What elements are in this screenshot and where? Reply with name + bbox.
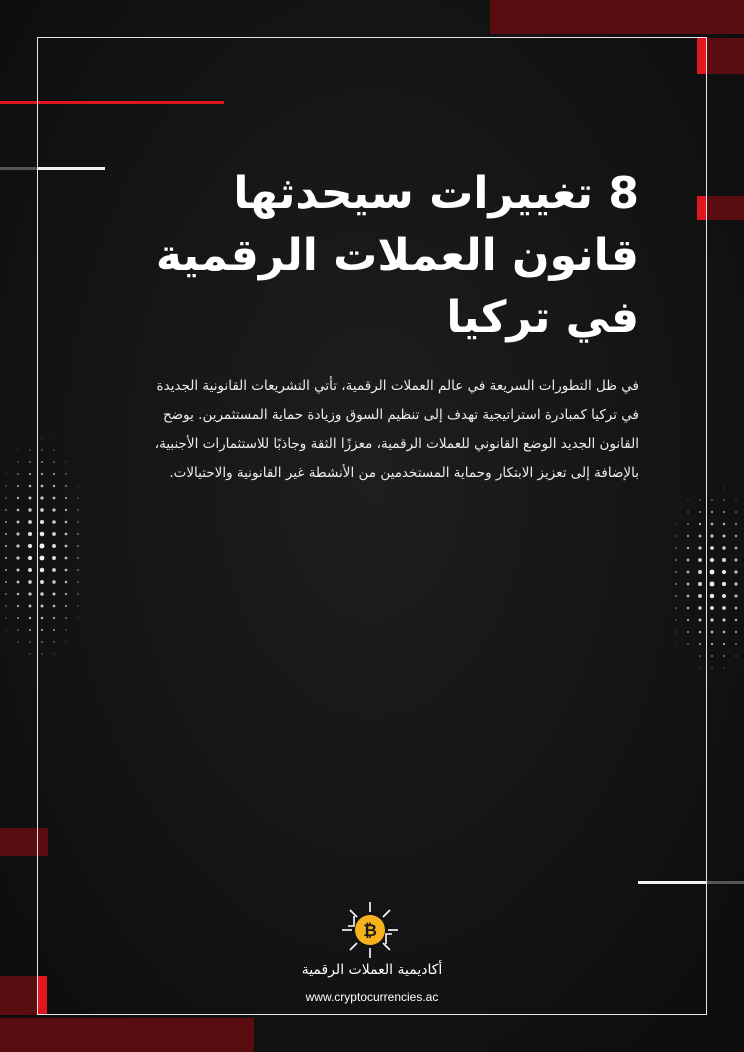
halftone-dot [5, 533, 7, 535]
halftone-dot [17, 485, 19, 487]
halftone-dot [17, 629, 19, 631]
halftone-dot [735, 655, 736, 656]
halftone-dot [735, 511, 737, 513]
halftone-dot [735, 643, 737, 645]
halftone-dot [735, 535, 737, 537]
halftone-dot [711, 499, 713, 501]
svg-text:₿: ₿ [363, 921, 377, 941]
halftone-dot [18, 450, 19, 451]
halftone-dot [17, 521, 20, 524]
halftone-dot [735, 619, 738, 622]
halftone-dot [5, 545, 7, 547]
halftone-dot [30, 666, 31, 667]
halftone-dot [710, 594, 714, 598]
intro-paragraph: في ظل التطورات السريعة في عالم العملات الرقمية، تأتي التشريعات القانونية الجديدة في تركيا كمبادرة استراتيجية تهدف إلى تنظيم السوق وزيادة حماية المستثمرين. يوضح القانون الجديد الوضع القانوني للعملات الرقمية، معززًا الثقة وجاذبًا للاستثمارات الأجنبية، بالإضافة إلى تعزيز الابتكار وحماية المستخدمين من الأنشطة غير القانونية والاحتيالات. [154, 378, 639, 481]
halftone-dot [6, 630, 7, 631]
halftone-dot [723, 655, 725, 657]
halftone-dot [724, 488, 725, 489]
halftone-dot [16, 556, 19, 559]
halftone-dot [722, 546, 726, 550]
halftone-dot [17, 461, 18, 462]
halftone-dot [711, 643, 713, 645]
brand-logo [340, 900, 400, 960]
halftone-dot [734, 558, 737, 561]
halftone-dot [734, 570, 737, 573]
halftone-dot [711, 523, 714, 526]
title-line-2: قانون العملات الرقمية [155, 230, 639, 281]
halftone-dot [28, 568, 32, 572]
halftone-dot [722, 618, 725, 621]
halftone-dot [28, 580, 32, 584]
halftone-dot [29, 473, 31, 475]
halftone-dot [28, 532, 32, 536]
halftone-dot [29, 461, 31, 463]
halftone-dot [30, 438, 31, 439]
halftone-dot [735, 631, 737, 633]
halftone-dot [17, 593, 20, 596]
halftone-dot [16, 544, 19, 547]
halftone-dot [722, 558, 726, 562]
bottom-left-dark-red-block [0, 1018, 254, 1052]
halftone-dot [6, 474, 7, 475]
brand-name: أكاديمية العملات الرقمية [301, 962, 443, 978]
halftone-dot [710, 534, 713, 537]
halftone-dot [16, 532, 19, 535]
halftone-dot [735, 523, 737, 525]
halftone-dot [28, 556, 32, 560]
bitcoin-icon [340, 900, 400, 960]
halftone-dot [28, 496, 31, 499]
halftone-dot [5, 569, 7, 571]
title-line-1: 8 تغييرات سيحدثها [233, 168, 639, 219]
halftone-dot [734, 594, 737, 597]
halftone-dot [17, 509, 20, 512]
halftone-dot [5, 617, 6, 618]
halftone-dot [734, 582, 737, 585]
halftone-dot [18, 654, 19, 655]
halftone-dot [722, 582, 726, 586]
halftone-dot [17, 497, 19, 499]
halftone-dot [723, 523, 726, 526]
halftone-dot [29, 641, 31, 643]
halftone-dot [710, 582, 715, 587]
halftone-dot [17, 473, 19, 475]
halftone-dot [5, 605, 6, 606]
halftone-dot [723, 643, 725, 645]
title-line-3: في تركيا [446, 292, 639, 343]
halftone-dot [723, 511, 725, 513]
halftone-dot [28, 544, 32, 548]
halftone-dot [28, 520, 32, 524]
halftone-dot [5, 509, 7, 511]
halftone-dot [710, 546, 714, 550]
halftone-dot [16, 568, 19, 571]
page-title [119, 163, 639, 349]
halftone-dot [711, 487, 712, 488]
halftone-dot [5, 521, 7, 523]
halftone-dot [29, 653, 30, 654]
halftone-dot [710, 558, 714, 562]
halftone-dot [735, 499, 736, 500]
halftone-dot [29, 605, 32, 608]
bottom-right-gray-line [707, 881, 744, 884]
halftone-dot [17, 617, 19, 619]
halftone-dot [723, 631, 726, 634]
halftone-dot [736, 668, 737, 669]
halftone-dot [710, 606, 714, 610]
halftone-dot [722, 534, 725, 537]
halftone-dot [17, 641, 18, 642]
halftone-dot [712, 680, 713, 681]
halftone-dot [711, 511, 713, 513]
halftone-dot [28, 592, 31, 595]
halftone-dot [29, 629, 31, 631]
halftone-dot [723, 667, 724, 668]
halftone-dot [723, 499, 725, 501]
halftone-dot [735, 547, 738, 550]
halftone-dot [722, 606, 726, 610]
halftone-dot [17, 581, 20, 584]
top-right-dark-red-block [490, 0, 744, 34]
halftone-dot [710, 570, 715, 575]
brand-url[interactable]: www.cryptocurrencies.ac [305, 990, 439, 1004]
halftone-dot [5, 557, 7, 559]
top-left-gray-line [0, 167, 37, 170]
halftone-dot [711, 655, 713, 657]
halftone-dot [29, 485, 32, 488]
halftone-dot [5, 581, 7, 583]
bottom-left-dark-red-block-small [0, 976, 37, 1015]
halftone-dot [735, 607, 738, 610]
halftone-dot [28, 508, 31, 511]
halftone-dot [711, 631, 714, 634]
halftone-dot [710, 618, 713, 621]
halftone-dot [29, 449, 30, 450]
halftone-dot [29, 617, 31, 619]
halftone-dot [722, 570, 726, 574]
halftone-dot [711, 667, 712, 668]
halftone-dot [5, 485, 6, 486]
halftone-dot [17, 605, 19, 607]
halftone-dot [5, 497, 7, 499]
halftone-dot [5, 593, 7, 595]
halftone-dot [722, 594, 726, 598]
